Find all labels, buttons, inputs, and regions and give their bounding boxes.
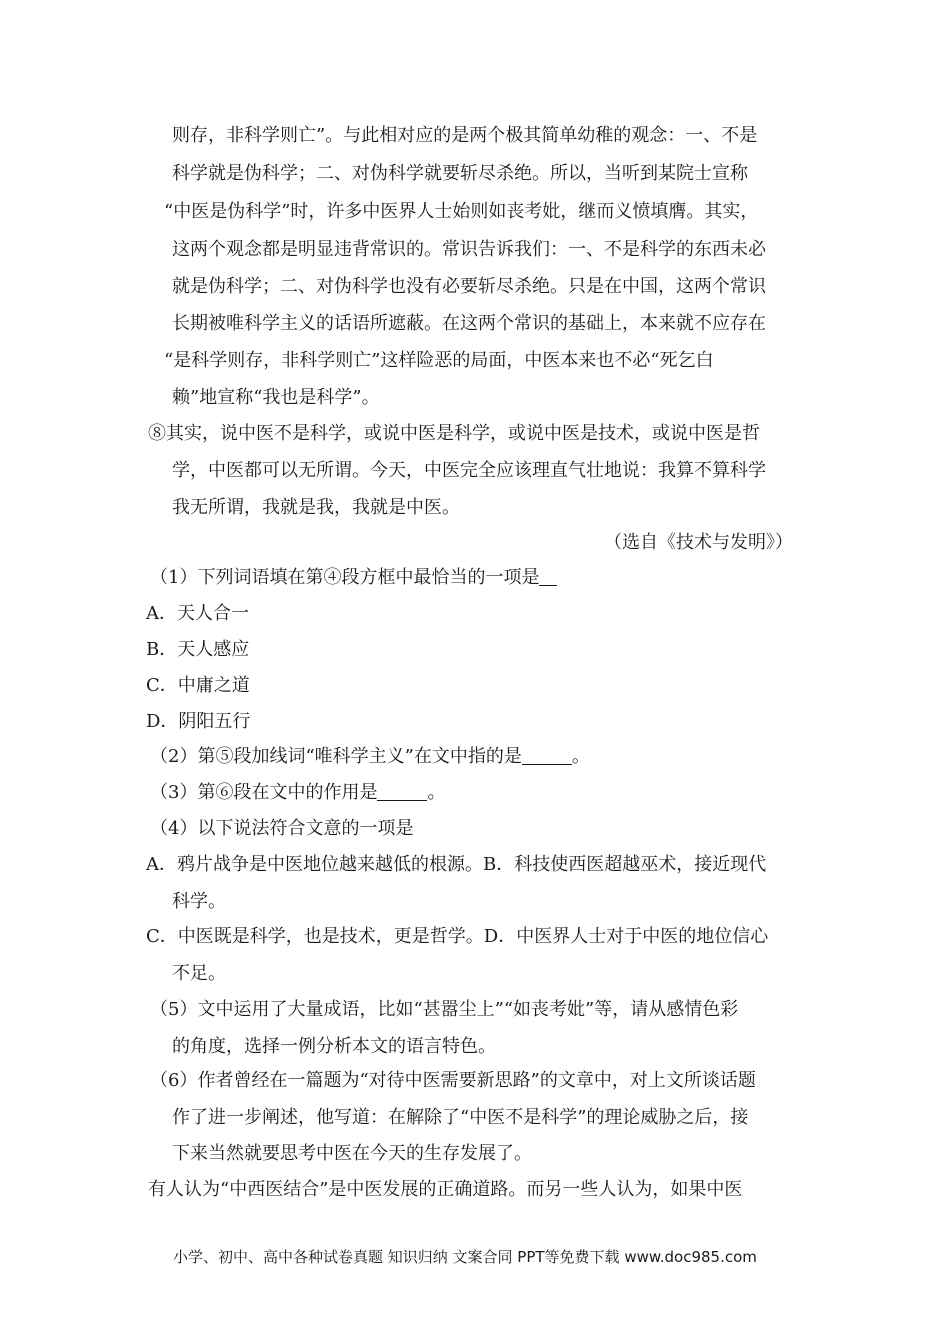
answer-blank: [522, 746, 572, 765]
page-footer: 小学、初中、高中各种试卷真题 知识归纳 文案合同 PPT等免费下载 www.doc985.com: [173, 1248, 757, 1266]
answer-blank: [377, 782, 427, 801]
passage-line: 就是伪科学；二、对伪科学也没有必要斩尽杀绝。只是在中国，这两个常识: [172, 276, 766, 297]
option-c: C．中庸之道: [146, 675, 250, 696]
question-3-end: 。: [427, 782, 446, 803]
passage-line: ⑧其实，说中医不是科学，或说中医是科学，或说中医是技术，或说中医是哲: [148, 423, 760, 444]
passage-line: 则存，非科学则亡”。与此相对应的是两个极其简单幼稚的观念：一、不是: [172, 125, 758, 146]
question-3-text: （3）第⑥段在文中的作用是: [150, 782, 378, 803]
option-b: B．天人感应: [146, 639, 250, 660]
passage-source: （选自《技术与发明》）: [604, 532, 793, 553]
question-3: [150, 781, 445, 805]
question-1-text: （1）下列词语填在第④段方框中最恰当的一项是: [150, 567, 540, 588]
passage-line: 我无所谓，我就是我，我就是中医。: [172, 497, 460, 518]
question-6-text-cont: 有人认为“中西医结合”是中医发展的正确道路。而另一些人认为，如果中医: [148, 1179, 743, 1200]
option-d-cont: 不足。: [172, 963, 226, 984]
passage-line: 科学就是伪科学；二、对伪科学就要斩尽杀绝。所以，当听到某院士宣称: [172, 163, 748, 184]
option-d: D．阴阳五行: [146, 711, 251, 732]
question-6-text: （6）作者曾经在一篇题为“对待中医需要新思路”的文章中，对上文所谈话题: [150, 1070, 756, 1091]
answer-blank: [539, 567, 557, 586]
question-2: [150, 745, 590, 769]
option-a-b: A．鸦片战争是中医地位越来越低的根源。B．科技使西医超越巫术，接近现代: [146, 854, 767, 875]
passage-line: “中医是伪科学”时，许多中医界人士始则如丧考妣，继而义愤填膺。其实，: [164, 201, 759, 222]
question-6-text-cont: 作了进一步阐述，他写道：在解除了“中医不是科学”的理论威胁之后，接: [172, 1107, 749, 1128]
question-4-text: （4）以下说法符合文意的一项是: [150, 818, 414, 839]
option-c-d: C．中医既是科学，也是技术，更是哲学。D．中医界人士对于中医的地位信心: [146, 926, 769, 947]
option-a: A．天人合一: [146, 603, 249, 624]
question-2-end: 。: [571, 746, 590, 767]
option-b-cont: 科学。: [172, 891, 226, 912]
passage-line: 赖”地宣称“我也是科学”。: [172, 387, 380, 408]
question-5-text: （5）文中运用了大量成语，比如“甚嚣尘上”“如丧考妣”等，请从感情色彩: [150, 999, 739, 1020]
passage-line: “是科学则存，非科学则亡”这样险恶的局面，中医本来也不必“死乞白: [164, 350, 714, 371]
passage-line: 学，中医都可以无所谓。今天，中医完全应该理直气壮地说：我算不算科学: [172, 460, 766, 481]
passage-line: 长期被唯科学主义的话语所遮蔽。在这两个常识的基础上，本来就不应存在: [172, 313, 766, 334]
question-2-text: （2）第⑤段加线词“唯科学主义”在文中指的是: [150, 746, 522, 767]
question-6-text-cont: 下来当然就要思考中医在今天的生存发展了。: [172, 1143, 532, 1164]
question-5-text-cont: 的角度，选择一例分析本文的语言特色。: [172, 1036, 496, 1057]
passage-line: 这两个观念都是明显违背常识的。常识告诉我们：一、不是科学的东西未必: [172, 239, 766, 260]
